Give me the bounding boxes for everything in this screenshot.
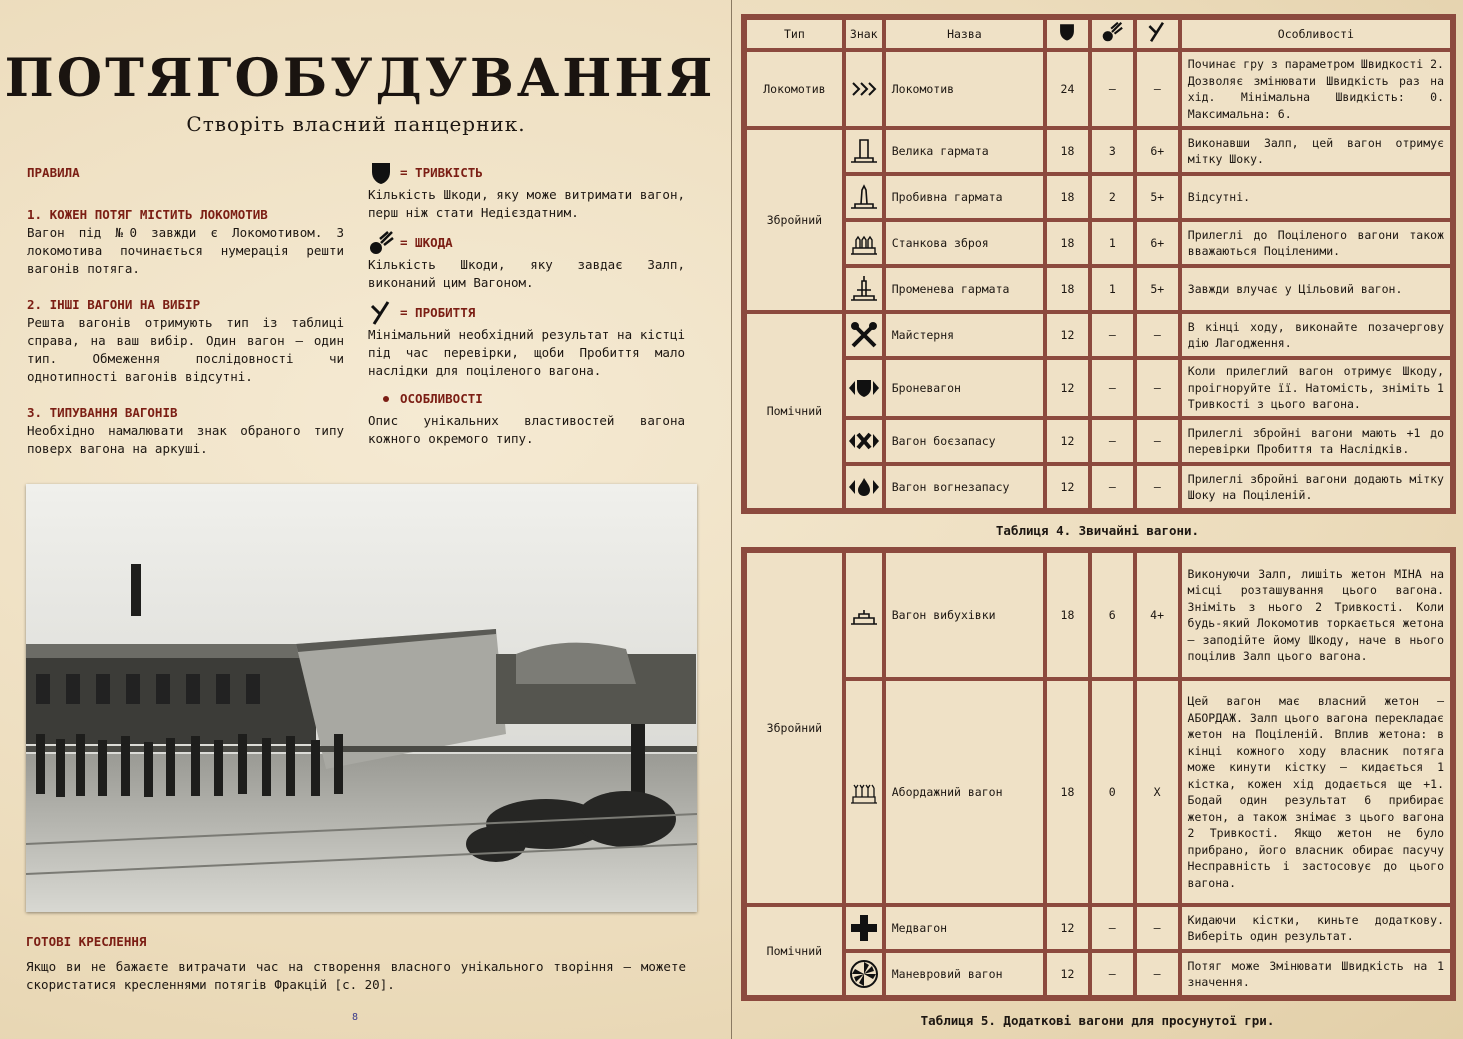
- features-text: Коли прилеглий вагон отримує Шкоду, проігноруйте її. Натомість, зніміть 1 Тривкості з цього вагона.: [1180, 358, 1452, 418]
- penetration-icon: [1146, 21, 1168, 43]
- car-name: Променева гармата: [884, 266, 1045, 312]
- pierce-value: –: [1135, 464, 1180, 510]
- features-text: Виконуючи Залп, лишіть жетон МІНА на місці розташування цього вагона. Зніміть з нього 2 Тривкості. Коли будь-який Локомотив торкається жетона – заподійте йому Шкоду, наче в нього поцілив Залп цього вагона.: [1180, 551, 1452, 679]
- durability-value: 18: [1045, 266, 1090, 312]
- table-row: [745, 266, 1452, 312]
- durability-value: 18: [1045, 174, 1090, 220]
- page-title: ПОТЯГОБУДУВАННЯ: [4, 48, 716, 109]
- right-page: [732, 0, 1463, 1039]
- boarding-icon: [847, 775, 881, 809]
- page-number: 8: [352, 1012, 359, 1023]
- car-name: Станкова зброя: [884, 220, 1045, 266]
- damage-value: –: [1090, 358, 1135, 418]
- wrench-icon: [847, 318, 881, 352]
- ray-gun-icon: [847, 272, 881, 306]
- damage-value: 6: [1090, 551, 1135, 679]
- pierce-value: –: [1135, 50, 1180, 128]
- table-header-row: [745, 18, 1452, 50]
- car-name: Маневровий вагон: [884, 951, 1045, 997]
- car-name: Велика гармата: [884, 128, 1045, 174]
- durability-value: 12: [1045, 951, 1090, 997]
- pierce-value: 4+: [1135, 551, 1180, 679]
- legend-features-text: Опис унікальних властивостей вагона кожного окремого типу.: [368, 413, 685, 446]
- pierce-value: –: [1135, 951, 1180, 997]
- car-name: Медвагон: [884, 905, 1045, 951]
- pierce-value: –: [1135, 358, 1180, 418]
- legend-pierce-label: = ПРОБИТТЯ: [400, 305, 476, 320]
- damage-value: 0: [1090, 679, 1135, 905]
- features-text: Прилеглі збройні вагони додають мітку Шоку на Поціленій.: [1180, 464, 1452, 510]
- table-row: [745, 679, 1452, 905]
- car-name: Майстерня: [884, 312, 1045, 358]
- type-cell: Локомотив: [745, 50, 844, 128]
- legend-damage-text: Кількість Шкоди, яку завдає Залп, виконаний цим Вагоном.: [368, 257, 685, 290]
- rule-3-heading: 3. ТИПУВАННЯ ВАГОНІВ: [27, 405, 178, 420]
- pierce-value: 5+: [1135, 266, 1180, 312]
- rule-2-text: Решта вагонів отримують тип із таблиці справа, на ваш вибір. Один вагон – один тип. Обмеження послідовності чи однотипності вагонів відсутні.: [27, 315, 344, 384]
- durability-value: 18: [1045, 551, 1090, 679]
- features-text: Прилеглі збройні вагони мають +1 до перевірки Пробиття та Наслідків.: [1180, 418, 1452, 464]
- col-header-type: Тип: [745, 18, 844, 50]
- table-row: [745, 951, 1452, 997]
- pierce-value: –: [1135, 905, 1180, 951]
- durability-value: 12: [1045, 464, 1090, 510]
- pierce-value: 6+: [1135, 220, 1180, 266]
- car-name: Вагон вибухівки: [884, 551, 1045, 679]
- features-text: Завжди влучає у Цільовий вагон.: [1180, 266, 1452, 312]
- wheel-icon: [847, 957, 881, 991]
- pierce-value: 6+: [1135, 128, 1180, 174]
- rules-heading: ПРАВИЛА: [27, 165, 80, 180]
- chevrons-icon: [847, 72, 881, 106]
- features-text: Потяг може Змінювати Швидкість на 1 значення.: [1180, 951, 1452, 997]
- durability-value: 12: [1045, 358, 1090, 418]
- pierce-value: X: [1135, 679, 1180, 905]
- table-advanced-cars: [741, 547, 1456, 1001]
- type-cell: Збройний: [745, 551, 844, 905]
- flame-icon: [847, 470, 881, 504]
- damage-value: 2: [1090, 174, 1135, 220]
- table-row: [745, 464, 1452, 510]
- ammo-icon: [847, 424, 881, 458]
- features-text: В кінці ходу, виконайте позачергову дію Лагодження.: [1180, 312, 1452, 358]
- features-text: Відсутні.: [1180, 174, 1452, 220]
- ready-heading: ГОТОВІ КРЕСЛЕННЯ: [26, 934, 147, 949]
- table-row: [745, 312, 1452, 358]
- damage-value: –: [1090, 312, 1135, 358]
- shield-icon: [1057, 21, 1077, 43]
- rule-1-heading: 1. КОЖЕН ПОТЯГ МІСТИТЬ ЛОКОМОТИВ: [27, 207, 268, 222]
- table-row: [745, 418, 1452, 464]
- col-header-name: Назва: [884, 18, 1045, 50]
- table4-caption: Таблиця 4. Звичайні вагони.: [995, 523, 1200, 538]
- table-row: [745, 50, 1452, 128]
- explosion-icon: [1101, 21, 1123, 43]
- bullet-icon: [368, 386, 394, 412]
- features-text: Цей вагон має власний жетон – АБОРДАЖ. Залп цього вагона перекладає жетон на Поціленій. Вплив жетона: в кінці кожного ходу власник потяга може кинути кістку – кидається 1 кістка, кожен хід додається ще +1. Бодай один результат 6 прибирає жетон, а також знімає з цього вагона 2 Тривкості. Якщо жетон не було прибрано, його власник обирає пасучу Несправність і застосовує до цього вагона.: [1180, 679, 1452, 905]
- piercing-gun-icon: [847, 180, 881, 214]
- armored-shield-icon: [847, 371, 881, 405]
- armored-train-photo: [26, 484, 697, 912]
- col-header-damage: [1090, 18, 1135, 50]
- damage-value: –: [1090, 464, 1135, 510]
- col-header-durability: [1045, 18, 1090, 50]
- damage-value: –: [1090, 50, 1135, 128]
- shield-icon: [368, 160, 394, 186]
- damage-value: 1: [1090, 220, 1135, 266]
- car-name: Вагон боєзапасу: [884, 418, 1045, 464]
- legend-durability-label: = ТРИВКІСТЬ: [400, 165, 483, 180]
- table-row: [745, 358, 1452, 418]
- features-text: Починає гру з параметром Швидкості 2. Дозволяє змінювати Швидкість раз на хід. Мінімальна Швидкість: 0. Максимальна: 6.: [1180, 50, 1452, 128]
- durability-value: 18: [1045, 128, 1090, 174]
- damage-value: 1: [1090, 266, 1135, 312]
- table-row: [745, 220, 1452, 266]
- mine-icon: [847, 598, 881, 632]
- rules-column: [27, 164, 344, 458]
- durability-value: 12: [1045, 905, 1090, 951]
- pierce-value: –: [1135, 418, 1180, 464]
- col-header-sign: Знак: [844, 18, 884, 50]
- table5-caption: Таблиця 5. Додаткові вагони для просунутої гри.: [920, 1013, 1275, 1028]
- rule-1-text: Вагон під №0 завжди є Локомотивом. З локомотива починається нумерація решти вагонів потяга.: [27, 225, 344, 276]
- damage-value: –: [1090, 951, 1135, 997]
- col-header-features: Особливості: [1180, 18, 1452, 50]
- type-cell: Помічний: [745, 312, 844, 510]
- penetration-icon: [368, 300, 394, 326]
- damage-value: –: [1090, 905, 1135, 951]
- durability-value: 12: [1045, 312, 1090, 358]
- medical-cross-icon: [847, 911, 881, 945]
- features-text: Прилеглі до Поціленого вагони також вважаються Поціленими.: [1180, 220, 1452, 266]
- features-text: Виконавши Залп, цей вагон отримує мітку Шоку.: [1180, 128, 1452, 174]
- car-name: Абордажний вагон: [884, 679, 1045, 905]
- features-text: Кидаючи кістки, киньте додаткову. Виберіть один результат.: [1180, 905, 1452, 951]
- ready-text: Якщо ви не бажаєте витрачати час на створення власного унікального творіння – можете скористатися кресленнями потягів Фракцій [с. 20].: [26, 959, 686, 992]
- car-name: Локомотив: [884, 50, 1045, 128]
- machine-gun-icon: [847, 226, 881, 260]
- legend-durability-text: Кількість Шкоди, яку може витримати вагон, перш ніж стати Недієздатним.: [368, 187, 685, 220]
- rule-3-text: Необхідно намалювати знак обраного типу поверх вагона на аркуші.: [27, 423, 344, 456]
- explosion-icon: [368, 230, 394, 256]
- durability-value: 18: [1045, 220, 1090, 266]
- page-subtitle: Створіть власний панцерник.: [186, 112, 526, 136]
- durability-value: 18: [1045, 679, 1090, 905]
- pierce-value: 5+: [1135, 174, 1180, 220]
- legend-damage-label: = ШКОДА: [400, 235, 453, 250]
- legend-features-label: ОСОБЛИВОСТІ: [400, 391, 483, 406]
- table-row: [745, 174, 1452, 220]
- big-gun-icon: [847, 134, 881, 168]
- table-row: [745, 551, 1452, 679]
- damage-value: 3: [1090, 128, 1135, 174]
- legend-pierce-text: Мінімальний необхідний результат на кістці під час перевірки, щоби Пробиття мало наслідки для поціленого вагона.: [368, 327, 685, 378]
- damage-value: –: [1090, 418, 1135, 464]
- car-name: Пробивна гармата: [884, 174, 1045, 220]
- table-row: [745, 128, 1452, 174]
- durability-value: 12: [1045, 418, 1090, 464]
- type-cell: Помічний: [745, 905, 844, 997]
- car-name: Вагон вогнезапасу: [884, 464, 1045, 510]
- rule-2-heading: 2. ІНШІ ВАГОНИ НА ВИБІР: [27, 297, 201, 312]
- table-regular-cars: [741, 14, 1456, 514]
- pierce-value: –: [1135, 312, 1180, 358]
- legend-column: [368, 160, 685, 448]
- durability-value: 24: [1045, 50, 1090, 128]
- table-row: [745, 905, 1452, 951]
- col-header-pierce: [1135, 18, 1180, 50]
- car-name: Броневагон: [884, 358, 1045, 418]
- type-cell: Збройний: [745, 128, 844, 312]
